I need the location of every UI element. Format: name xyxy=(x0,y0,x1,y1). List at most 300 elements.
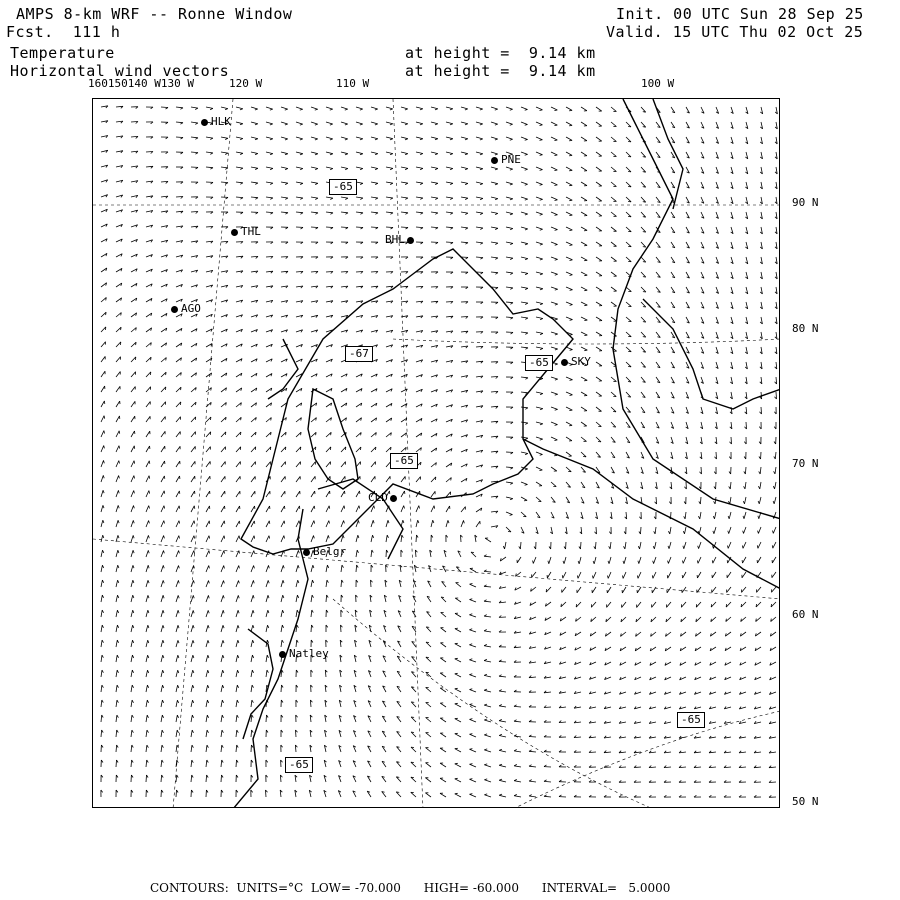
wind-vector xyxy=(236,715,237,722)
wind-vector-head xyxy=(495,213,498,214)
wind-vector xyxy=(581,317,587,320)
map-panel[interactable] xyxy=(92,98,780,808)
wind-vector-head xyxy=(420,109,423,110)
wind-vector xyxy=(608,572,611,578)
wind-vector xyxy=(176,640,178,647)
wind-vector-head xyxy=(728,546,729,549)
wind-vector xyxy=(639,557,641,564)
wind-vector-head xyxy=(683,561,684,564)
wind-vector xyxy=(551,377,558,379)
wind-vector xyxy=(296,182,303,183)
wind-vector-head xyxy=(484,704,487,705)
wind-vector-head xyxy=(773,531,774,534)
wind-vector xyxy=(416,477,421,482)
wind-vector xyxy=(386,535,387,542)
wind-vector xyxy=(236,167,243,168)
wind-vector xyxy=(371,137,378,139)
wind-vector-head xyxy=(192,715,193,718)
wind-vector xyxy=(236,521,239,527)
wind-vector-head xyxy=(298,580,299,583)
wind-vector xyxy=(176,566,179,573)
wind-vector xyxy=(641,527,642,534)
wind-vector xyxy=(161,760,162,767)
wind-vector-head xyxy=(540,140,543,141)
wind-vector-head xyxy=(118,505,119,508)
wind-vector xyxy=(551,167,557,170)
wind-vector-head xyxy=(360,169,363,170)
lon-line-120w xyxy=(173,99,233,808)
wind-vector xyxy=(596,302,602,306)
wind-vector xyxy=(506,512,513,515)
wind-vector-head xyxy=(450,183,453,184)
wind-vector xyxy=(251,715,252,722)
station-bhl[interactable]: BHL xyxy=(385,233,417,246)
wind-vector xyxy=(221,745,222,752)
wind-vector-head xyxy=(223,610,224,613)
wind-vector xyxy=(236,760,237,767)
wind-vector-head xyxy=(151,357,152,360)
wind-vector xyxy=(356,550,357,557)
lat-label-70n: 70 N xyxy=(792,457,819,470)
wind-vector-head xyxy=(315,124,318,125)
wind-vector xyxy=(625,542,626,549)
wind-vector-head xyxy=(330,139,333,140)
wind-vector-head xyxy=(540,333,543,334)
wind-vector xyxy=(101,386,105,392)
wind-vector xyxy=(682,587,686,593)
wind-vector-head xyxy=(484,659,487,660)
wind-vector xyxy=(551,347,558,349)
wind-vector xyxy=(101,356,105,362)
wind-vector-head xyxy=(193,595,194,598)
station-hlk[interactable]: HLK xyxy=(201,115,231,128)
wind-vector xyxy=(521,497,527,500)
wind-vector-head xyxy=(103,490,104,493)
wind-vector xyxy=(505,542,506,549)
wind-vector-head xyxy=(208,595,209,598)
wind-vector-head xyxy=(163,595,164,598)
wind-vector xyxy=(446,520,448,527)
wind-vector-head xyxy=(470,689,473,690)
wind-vector-head xyxy=(510,139,513,140)
wind-vector xyxy=(101,550,103,557)
wind-vector-head xyxy=(286,432,287,435)
contour-label: -67 xyxy=(345,346,373,362)
wind-vector xyxy=(683,572,686,578)
wind-vector xyxy=(521,377,528,378)
wind-vector xyxy=(581,242,587,245)
wind-vector-head xyxy=(192,730,193,733)
wind-vector-head xyxy=(681,619,682,622)
wind-vector xyxy=(326,167,333,169)
wind-vector xyxy=(506,137,513,139)
wind-vector xyxy=(161,595,163,602)
wind-vector-head xyxy=(238,625,239,628)
wind-vector xyxy=(341,227,348,228)
wind-vector-head xyxy=(435,168,438,169)
wind-vector xyxy=(131,372,136,377)
wind-vector xyxy=(521,257,528,259)
wind-vector xyxy=(566,302,573,305)
height-temperature: at height = 9.14 km xyxy=(405,44,596,62)
wind-vector xyxy=(521,422,528,423)
wind-vector-head xyxy=(540,319,543,320)
wind-vector xyxy=(551,302,558,304)
wind-vector xyxy=(461,507,465,512)
wind-vector xyxy=(296,580,298,587)
wind-vector-head xyxy=(455,763,458,764)
wind-vector-head xyxy=(683,546,684,549)
wind-vector xyxy=(191,745,192,752)
wind-vector xyxy=(206,461,210,467)
wind-vector xyxy=(266,122,273,124)
wind-vector-head xyxy=(345,124,348,125)
wind-vector xyxy=(484,556,491,557)
wind-vector xyxy=(341,521,344,528)
wind-vector-head xyxy=(222,715,223,718)
wind-vector xyxy=(206,775,207,782)
wind-vector-head xyxy=(435,139,438,140)
wind-vector-head xyxy=(584,290,587,291)
station-belgr[interactable]: Belgr xyxy=(303,545,346,558)
wind-vector xyxy=(236,595,238,602)
wind-vector xyxy=(131,640,133,647)
wind-vector xyxy=(697,572,701,578)
wind-vector-head xyxy=(469,629,472,630)
wind-vector-head xyxy=(623,561,624,564)
station-sky[interactable]: SKY xyxy=(561,355,591,368)
wind-vector-head xyxy=(148,550,149,553)
wind-vector-head xyxy=(132,715,134,718)
wind-vector xyxy=(266,182,273,183)
wind-vector-head xyxy=(132,700,133,703)
wind-vector xyxy=(221,715,222,722)
wind-vector xyxy=(596,212,602,216)
station-pne[interactable]: PNE xyxy=(491,153,521,166)
wind-vector xyxy=(774,497,776,504)
wind-vector-head xyxy=(555,349,558,350)
wind-vector xyxy=(469,615,476,617)
wind-vector xyxy=(729,512,731,519)
wind-vector xyxy=(484,631,491,632)
wind-vector-head xyxy=(225,153,228,154)
wind-vector xyxy=(116,431,119,437)
wind-vector-head xyxy=(268,625,269,628)
wind-vector xyxy=(101,446,104,453)
wind-vector xyxy=(101,431,104,437)
wind-vector xyxy=(596,242,602,246)
wind-vector xyxy=(146,640,148,647)
wind-vector-head xyxy=(540,289,543,290)
wind-vector-head xyxy=(314,521,315,524)
wind-vector xyxy=(311,107,318,109)
wind-vector xyxy=(520,542,521,549)
wind-vector-head xyxy=(195,108,198,109)
wind-vector-head xyxy=(465,169,468,170)
wind-vector xyxy=(221,640,223,647)
wind-vector xyxy=(611,227,617,231)
station-thl[interactable]: THL xyxy=(231,225,261,238)
wind-vector-head xyxy=(683,531,684,534)
wind-vector xyxy=(251,580,253,587)
wind-vector xyxy=(758,527,761,534)
wind-vector xyxy=(536,422,543,424)
wind-vector xyxy=(206,536,209,542)
lon-label-100w: 100 W xyxy=(641,77,675,90)
wind-vector xyxy=(101,730,102,737)
wind-vector xyxy=(176,715,177,722)
wind-vector xyxy=(566,242,572,245)
wind-vector xyxy=(236,685,237,692)
wind-vector-head xyxy=(390,168,393,169)
wind-vector xyxy=(551,122,557,125)
wind-vector xyxy=(161,775,162,782)
wind-vector xyxy=(461,520,464,527)
station-dot xyxy=(171,306,178,313)
wind-vector-head xyxy=(282,625,283,628)
wind-vector xyxy=(146,491,149,497)
wind-vector xyxy=(311,625,312,632)
wind-vector xyxy=(356,212,363,213)
wind-vector-head xyxy=(743,516,744,519)
wind-vector-head xyxy=(177,715,178,718)
wind-vector xyxy=(455,674,461,677)
wind-vector-head xyxy=(300,139,303,140)
wind-vector xyxy=(551,257,558,259)
wind-vector-head xyxy=(240,124,243,125)
wind-vector-head xyxy=(163,565,164,568)
wind-vector-head xyxy=(224,566,225,569)
wind-vector-head xyxy=(420,168,423,169)
wind-vector xyxy=(596,167,602,171)
wind-vector xyxy=(401,476,405,482)
wind-vector-head xyxy=(433,520,434,523)
wind-vector-head xyxy=(499,719,502,720)
wind-vector xyxy=(146,535,148,542)
wind-vector xyxy=(607,587,611,593)
wind-vector xyxy=(476,227,483,228)
wind-vector xyxy=(206,610,208,617)
wind-vector xyxy=(461,167,468,169)
wind-vector xyxy=(611,212,617,216)
wind-vector xyxy=(176,745,177,752)
wind-vector xyxy=(281,580,283,587)
wind-vector xyxy=(506,107,513,109)
wind-vector xyxy=(146,416,150,422)
wind-vector xyxy=(728,542,731,548)
wind-vector xyxy=(206,491,210,497)
wind-vector xyxy=(176,387,181,392)
wind-vector xyxy=(131,580,133,587)
wind-vector xyxy=(426,718,431,723)
wind-vector xyxy=(551,107,557,110)
wind-vector-head xyxy=(435,154,438,155)
wind-vector-head xyxy=(540,214,543,215)
wind-vector xyxy=(455,794,461,797)
wind-vector-head xyxy=(540,170,543,171)
wind-vector xyxy=(626,257,631,262)
wind-vector xyxy=(356,197,363,198)
wind-vector-head xyxy=(224,551,225,554)
wind-vector-field xyxy=(101,106,778,798)
wind-vector xyxy=(236,566,239,573)
wind-vector-head xyxy=(102,565,103,568)
wind-vector xyxy=(640,542,641,549)
wind-vector xyxy=(146,700,147,707)
wind-vector xyxy=(266,152,273,154)
wind-vector xyxy=(521,347,528,348)
wind-vector xyxy=(236,700,237,707)
wind-vector xyxy=(311,462,316,467)
wind-vector xyxy=(506,287,513,288)
wind-vector xyxy=(611,257,617,261)
wind-vector xyxy=(251,566,254,573)
wind-vector xyxy=(622,587,626,593)
contour-label: -65 xyxy=(677,712,705,728)
wind-vector xyxy=(161,446,165,452)
wind-vector-head xyxy=(758,486,759,489)
wind-vector xyxy=(296,550,298,557)
wind-vector-head xyxy=(133,535,134,538)
wind-vector-head xyxy=(578,561,579,564)
wind-vector-head xyxy=(223,670,224,673)
wind-vector xyxy=(476,197,483,198)
wind-vector xyxy=(491,182,498,184)
wind-vector xyxy=(326,565,327,572)
wind-vector-head xyxy=(103,535,104,538)
wind-vector-head xyxy=(772,545,773,548)
wind-vector-head xyxy=(329,521,330,524)
wind-vector xyxy=(221,447,226,452)
wind-vector xyxy=(386,212,393,213)
wind-vector xyxy=(356,122,363,124)
wind-vector xyxy=(506,212,513,214)
wind-vector xyxy=(191,152,198,153)
wind-vector xyxy=(251,462,256,467)
wind-vector-head xyxy=(469,659,472,660)
wind-vector xyxy=(514,751,521,752)
wind-vector-head xyxy=(405,154,408,155)
wind-vector xyxy=(536,407,543,409)
wind-vector xyxy=(581,152,587,156)
wind-vector-head xyxy=(237,685,238,688)
wind-vector-head xyxy=(147,715,148,718)
wind-vector xyxy=(611,182,616,187)
wind-vector xyxy=(206,476,210,482)
wind-vector-head xyxy=(387,535,388,538)
wind-vector xyxy=(469,645,476,647)
wind-vector-head xyxy=(284,521,285,524)
wind-vector xyxy=(191,476,195,482)
wind-vector xyxy=(251,506,255,512)
wind-vector xyxy=(251,730,252,737)
wind-vector-head xyxy=(666,619,667,622)
wind-vector-head xyxy=(118,550,119,553)
wind-vector xyxy=(371,227,378,228)
wind-vector xyxy=(371,550,372,557)
wind-vector-head xyxy=(134,506,135,509)
wind-vector xyxy=(311,536,314,543)
wind-vector xyxy=(521,137,528,140)
contour-label: -65 xyxy=(525,355,553,371)
wind-vector-head xyxy=(118,520,119,523)
wind-vector xyxy=(146,685,147,692)
wind-vector xyxy=(131,401,135,407)
station-natley[interactable]: Natley xyxy=(279,647,329,660)
wind-vector xyxy=(311,227,318,228)
wind-vector-head xyxy=(577,575,578,578)
wind-vector xyxy=(745,482,746,489)
wind-vector xyxy=(101,460,104,467)
wind-vector xyxy=(251,700,252,707)
wind-vector xyxy=(536,257,543,259)
wind-vector xyxy=(596,347,602,351)
wind-vector xyxy=(206,447,210,452)
wind-vector xyxy=(578,572,581,578)
wind-vector-head xyxy=(608,561,609,564)
wind-vector-head xyxy=(435,183,438,184)
wind-vector xyxy=(470,690,477,693)
wind-vector xyxy=(484,765,491,767)
wind-vector xyxy=(484,601,491,602)
wind-vector xyxy=(440,793,446,797)
wind-vector xyxy=(116,505,118,512)
wind-vector xyxy=(536,107,542,110)
wind-vector-head xyxy=(420,154,423,155)
wind-vector xyxy=(576,602,581,607)
wind-vector-head xyxy=(499,734,502,735)
wind-vector xyxy=(536,122,542,125)
wind-vector-head xyxy=(104,460,105,463)
wind-vector xyxy=(426,687,431,692)
wind-vector xyxy=(611,272,617,276)
wind-vector xyxy=(191,521,194,527)
wind-vector xyxy=(698,557,701,563)
wind-vector xyxy=(221,625,223,632)
wind-vector xyxy=(221,730,222,737)
wind-vector-head xyxy=(345,109,348,110)
wind-vector-head xyxy=(525,469,528,470)
wind-vector xyxy=(191,417,196,422)
wind-vector-head xyxy=(374,506,375,509)
wind-vector-head xyxy=(226,417,227,420)
wind-vector xyxy=(266,521,269,527)
wind-vector xyxy=(191,595,193,602)
wind-vector xyxy=(221,137,228,138)
wind-vector-head xyxy=(224,521,225,524)
wind-vector-head xyxy=(510,515,513,516)
wind-vector-head xyxy=(360,154,363,155)
station-cld[interactable]: CLD xyxy=(368,491,400,504)
wind-vector xyxy=(611,317,617,321)
wind-vector xyxy=(684,542,686,549)
wind-vector-head xyxy=(533,561,534,564)
wind-vector xyxy=(101,342,106,347)
wind-vector-head xyxy=(403,520,404,523)
wind-vector xyxy=(626,362,631,367)
wind-vector xyxy=(116,595,118,602)
wind-vector-head xyxy=(404,506,405,509)
wind-vector-head xyxy=(469,674,472,675)
wind-vector-head xyxy=(480,109,483,110)
station-ago[interactable]: AGO xyxy=(171,302,201,315)
wind-vector-head xyxy=(470,584,473,585)
wind-vector xyxy=(401,107,408,109)
station-dot xyxy=(491,157,498,164)
wind-vector xyxy=(566,377,573,380)
wind-vector-head xyxy=(209,551,210,554)
wind-vector xyxy=(146,387,151,392)
